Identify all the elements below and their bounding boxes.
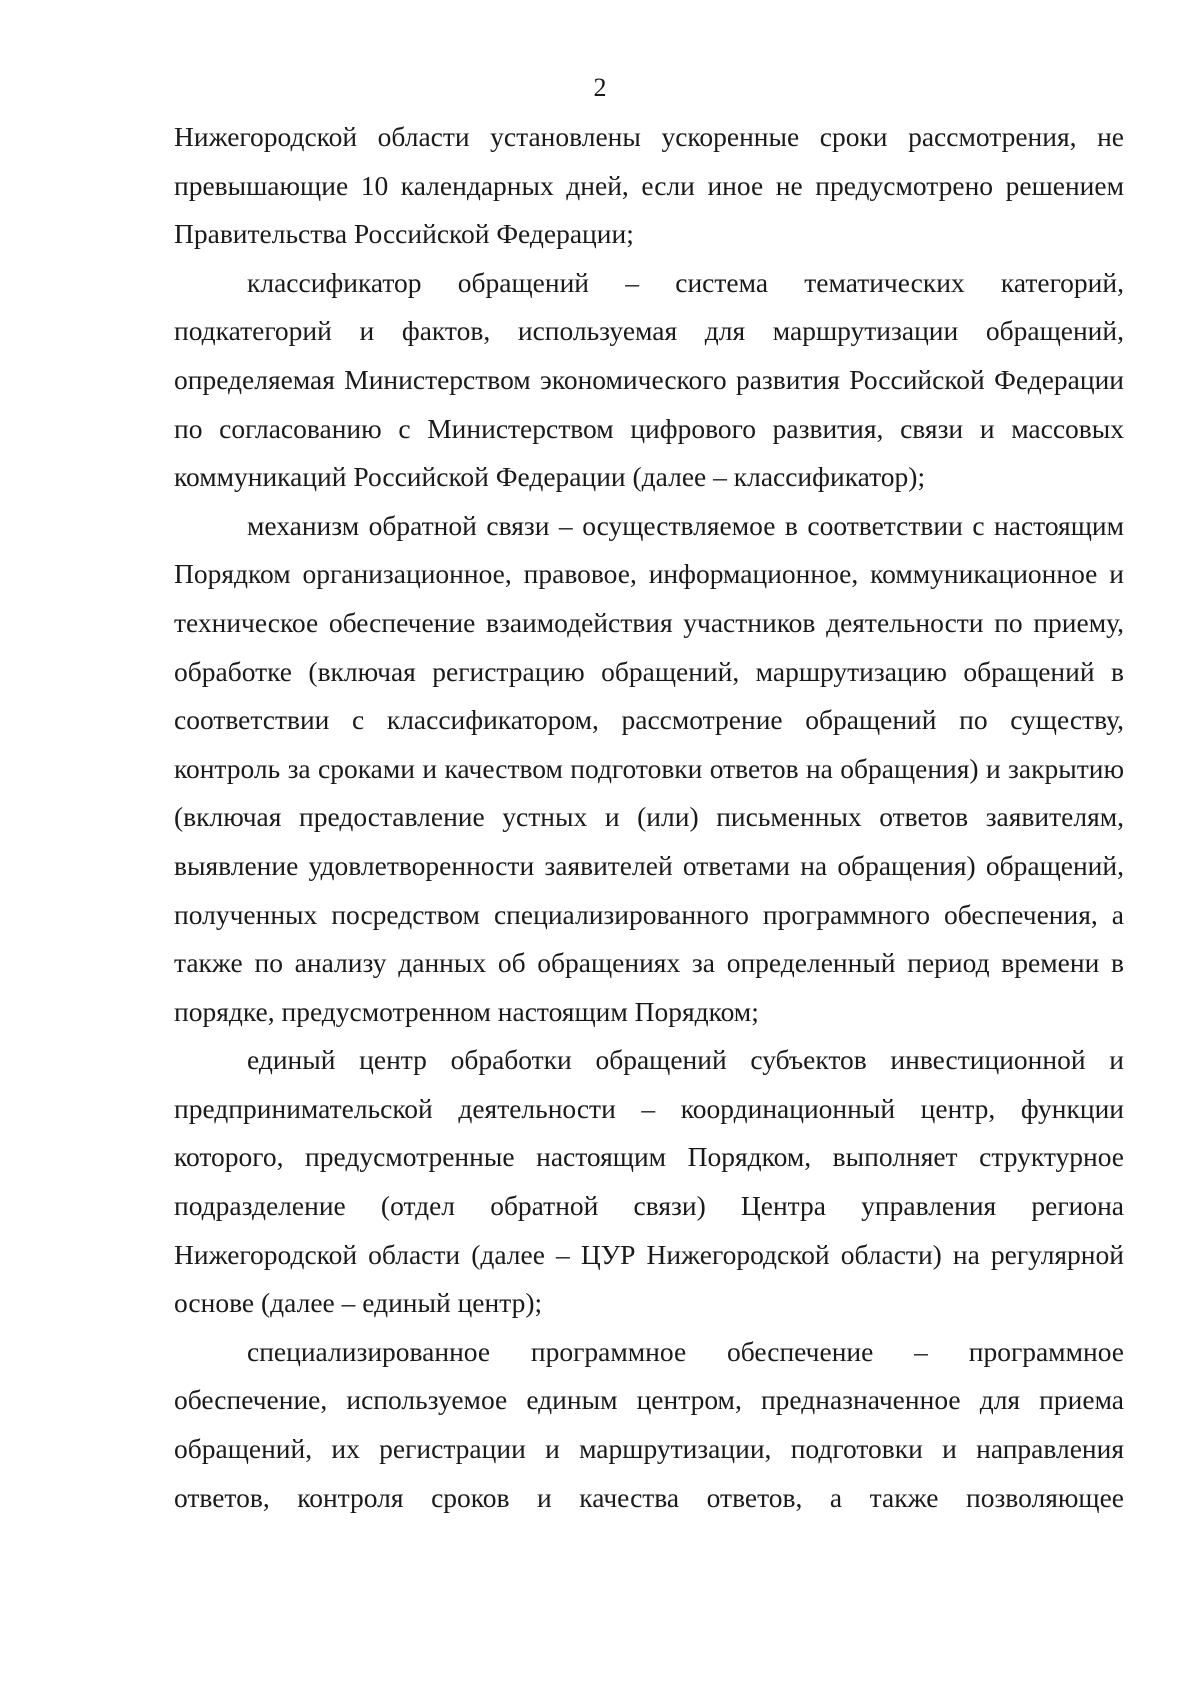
paragraph-classifier-definition: классификатор обращений – система тематических категорий, подкатегорий и фактов, используемая для маршрутизации обращений, определяемая Министерством экономического развития Российской Федерации по согласованию с Министерством цифрового развития, связи и массовых коммуникаций Российской Федерации (далее – классификатор); xyxy=(174,266,1124,493)
paragraph-feedback-mechanism-definition: механизм обратной связи – осуществляемое в соответствии с настоящим Порядком организационное, правовое, информационное, коммуникационное и техническое обеспечение взаимодействия участников деятельности по приему, обработке (включая регистрацию обращений, маршрутизацию обращений в соответствии с классификатором, рассмотрение обращений по существу, контроль за сроками и качеством подготовки ответов на обращения) и закрытию (включая предоставление устных и (или) письменных ответов заявителям, выявление удовлетворенности заявителей ответами на обращения) обращений, полученных посредством специализированного программного обеспечения, а также по анализу данных об обращениях за определенный период времени в порядке, предусмотренном настоящим Порядком; xyxy=(174,509,1124,1027)
document-body xyxy=(174,113,1124,1522)
paragraph-software-definition: специализированное программное обеспечение – программное обеспечение, используемое единым центром, предназначенное для приема обращений, их регистрации и маршрутизации, подготовки и направления ответов, контроля сроков и качества ответов, а также позволяющее xyxy=(174,1335,1124,1513)
paragraph-unified-center-definition: единый центр обработки обращений субъектов инвестиционной и предпринимательской деятельности – координационный центр, функции которого, предусмотренные настоящим Порядком, выполняет структурное подразделение (отдел обратной связи) Центра управления региона Нижегородской области (далее – ЦУР Нижегородской области) на регулярной основе (далее – единый центр); xyxy=(174,1044,1124,1319)
page-number: 2 xyxy=(593,73,607,102)
paragraph-continuation: Нижегородской области установлены ускоренные сроки рассмотрения, не превышающие 10 календарных дней, если иное не предусмотрено решением Правительства Российской Федерации; xyxy=(174,121,1124,250)
